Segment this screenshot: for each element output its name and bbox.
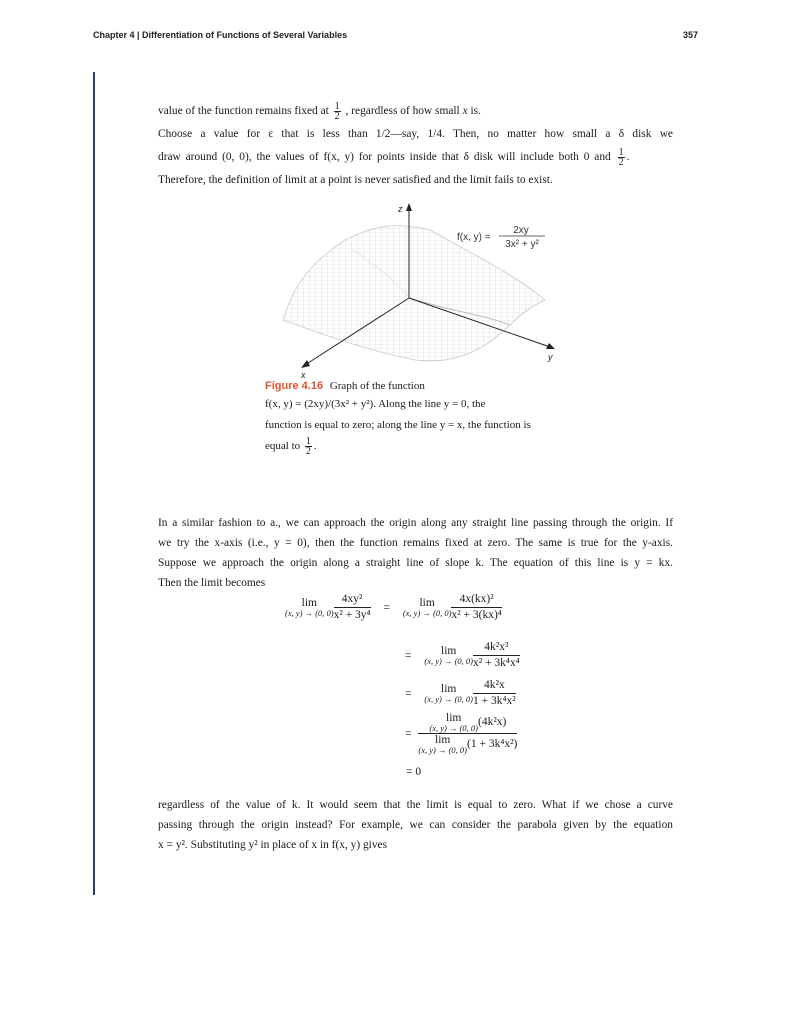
denominator: 2	[334, 110, 340, 122]
lim-subscript: (x, y) → (0, 0)	[424, 694, 473, 704]
numerator: 1	[334, 100, 340, 112]
lim-subscript: (x, y) → (0, 0)	[424, 656, 473, 666]
text: is.	[470, 105, 481, 117]
fraction	[473, 640, 520, 671]
equals: =	[405, 687, 412, 700]
z-axis-label: z	[398, 204, 403, 214]
numerator: 1	[305, 435, 311, 447]
equation-row-2	[405, 640, 520, 671]
denominator	[418, 734, 517, 755]
caption-line-1	[265, 378, 565, 394]
closing-line-3: x = y². Substituting y² in place of x in f(x, y) gives	[158, 839, 388, 851]
denominator: 2	[618, 156, 624, 168]
text: , regardless of how small	[345, 105, 460, 117]
fraction	[334, 592, 371, 623]
text: Graph of the function	[329, 380, 425, 392]
closing-line-2: passing through the origin instead? For example, we can consider the parabola given by the equation	[158, 819, 673, 831]
fraction	[473, 678, 516, 709]
equation-row-4	[405, 712, 517, 755]
fraction	[334, 102, 341, 121]
chapter-header: Chapter 4 | Differentiation of Functions of Several Variables	[93, 30, 348, 40]
equals: =	[383, 601, 390, 614]
intro-line-2: Choose a value for ε that is less than 1/2—say, 1/4. Then, no matter how small a δ disk we	[158, 128, 673, 140]
equation-row-1	[285, 592, 502, 623]
lim-subscript: (x, y) → (0, 0)	[418, 745, 467, 755]
closing-line-1: regardless of the value of k. It would seem that the limit is equal to zero. What if we chose a curve	[158, 799, 673, 811]
limit	[429, 712, 478, 733]
numerator: 4k²x	[473, 678, 516, 694]
denominator: x² + 3k⁴x⁴	[473, 657, 520, 669]
formula-numerator: 2xy	[513, 225, 529, 236]
denominator: 1 + 3k⁴x²	[473, 695, 516, 707]
formula-denominator: 3x² + y²	[505, 239, 539, 250]
fraction	[618, 148, 625, 167]
limit	[418, 734, 467, 755]
limit	[403, 597, 452, 618]
numerator: 1	[618, 146, 624, 158]
numerator	[418, 712, 517, 734]
denominator: x² + 3(kx)⁴	[451, 609, 502, 621]
caption-line-2: f(x, y) = (2xy)/(3x² + y²). Along the line y = 0, the	[265, 398, 486, 410]
lim-word: lim	[441, 645, 457, 657]
lim-subscript: (x, y) → (0, 0)	[429, 723, 478, 733]
lim-word: lim	[419, 597, 435, 609]
caption-line-4: equal to $\frac{1}{2}$ .	[265, 435, 317, 457]
fraction	[418, 712, 517, 755]
x-axis-label: x	[301, 370, 306, 380]
text: value of the function remains fixed at	[158, 105, 329, 117]
limit	[285, 597, 334, 618]
variable: x	[462, 105, 468, 117]
body-line-3: Suppose we approach the origin along a straight line of slope k. The equation of this line is y = kx.	[158, 557, 673, 569]
intro-line-1	[158, 100, 673, 123]
text: draw around (0, 0), the values of f(x, y) for points inside that δ disk will include both 0 and	[158, 151, 611, 163]
surface-plot-figure	[255, 200, 585, 380]
lim-word: lim	[435, 734, 451, 746]
intro-paragraph	[158, 100, 673, 192]
numerator: 4x(kx)²	[451, 592, 501, 608]
lim-subscript: (x, y) → (0, 0)	[285, 608, 334, 618]
lim-word: lim	[441, 683, 457, 695]
figure-label: Figure 4.16	[265, 380, 324, 392]
denominator: 2	[305, 445, 311, 457]
intro-line-3: draw around (0, 0), the values of f(x, y) for points inside that δ disk will include both 0 and $\frac{1}{2}$ .	[158, 146, 630, 168]
lim-subscript: (x, y) → (0, 0)	[402, 608, 452, 618]
numerator-expr: (4k²x)	[478, 716, 507, 729]
limit	[424, 683, 473, 704]
formula-lhs: f(x, y) =	[457, 232, 491, 243]
denominator-expr: (1 + 3k⁴x²)	[467, 738, 518, 751]
body-paragraph	[158, 513, 673, 593]
lim-word: lim	[446, 712, 462, 724]
surface-wireframe	[255, 200, 585, 380]
text: equal to	[265, 440, 301, 452]
closing-paragraph	[158, 795, 673, 855]
margin-bar	[93, 72, 95, 895]
equation-row-5: = 0	[406, 766, 422, 778]
caption-line-3: function is equal to zero; along the line y = x, the function is	[265, 419, 531, 431]
denominator: x² + 3y⁴	[333, 609, 371, 621]
equals: =	[405, 727, 412, 740]
equals: =	[405, 649, 412, 662]
page-number: 357	[682, 30, 698, 40]
body-line-1: In a similar fashion to a., we can approach the origin along any straight line passing through the origin. If	[158, 517, 673, 529]
fraction	[305, 437, 312, 456]
intro-line-4: Therefore, the definition of limit at a point is never satisfied and the limit fails to exist.	[158, 174, 553, 186]
fraction	[451, 592, 501, 623]
lim-word: lim	[301, 597, 317, 609]
figure-caption	[265, 378, 565, 457]
numerator: 4xy²	[334, 592, 371, 608]
body-line-2: we try the x-axis (i.e., y = 0), then the function remains fixed at zero. The same is true for the y-axis.	[158, 537, 673, 549]
equation-row-3	[405, 678, 516, 709]
limit	[424, 645, 473, 666]
numerator: 4k²x³	[473, 640, 520, 656]
body-line-4: Then the limit becomes	[158, 577, 266, 589]
y-axis-label: y	[548, 352, 553, 362]
